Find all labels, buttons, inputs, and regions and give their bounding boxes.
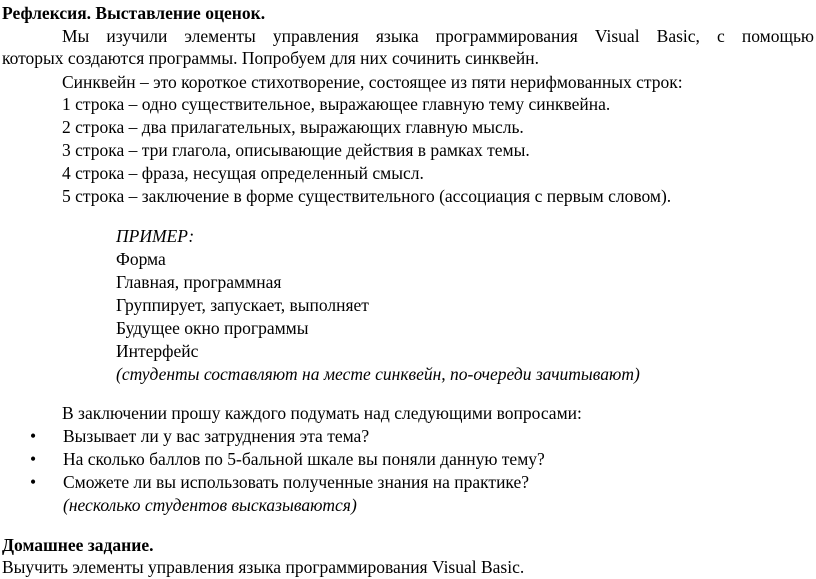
rule-line-2: 2 строка – два прилагательных, выражающих главную мысль. [62,117,524,137]
intro-text-1: Мы изучили элементы управления языка программирования Visual Basic, с помощью [62,26,814,46]
example-line-3: Группирует, запускает, выполняет [116,295,369,315]
bullet-icon: • [30,472,37,492]
example-line-2: Главная, программная [116,272,282,292]
intro-paragraph-line-1 [2,25,814,48]
homework-text: Выучить элементы управления языка программирования Visual Basic. [2,557,525,577]
rule-line-4: 4 строка – фраза, несущая определенный смысл. [62,163,424,183]
reflection-heading: Рефлексия. Выставление оценок. [2,3,266,23]
question-text-2: На сколько баллов по 5-бальной шкале вы поняли данную тему? [63,449,545,469]
homework-heading: Домашнее задание. [2,535,154,555]
example-line-4: Будущее окно программы [116,318,309,338]
questions-note: (несколько студентов высказываются) [63,495,357,515]
example-line-5: Интерфейс [116,341,199,361]
bullet-icon: • [30,426,37,446]
example-line-1: Форма [116,249,166,269]
intro-paragraph-line-2: которых создаются программы. Попробуем для них сочинить синквейн. [2,48,539,68]
sinkwain-definition: Синквейн – это короткое стихотворение, состоящее из пяти нерифмованных строк: [62,72,683,92]
example-label: ПРИМЕР: [116,226,195,246]
bullet-icon: • [30,449,37,469]
question-text-1: Вызывает ли у вас затруднения эта тема? [63,426,370,446]
question-text-3: Сможете ли вы использовать полученные знания на практике? [63,472,530,492]
example-note: (студенты составляют на месте синквейн, по-очереди зачитывают) [116,364,640,384]
rule-line-3: 3 строка – три глагола, описывающие действия в рамках темы. [62,140,530,160]
questions-intro: В заключении прошу каждого подумать над следующими вопросами: [62,403,582,423]
rule-line-1: 1 строка – одно существительное, выражающее главную тему синквейна. [62,94,611,114]
rule-line-5: 5 строка – заключение в форме существительного (ассоциация с первым словом). [62,186,672,206]
